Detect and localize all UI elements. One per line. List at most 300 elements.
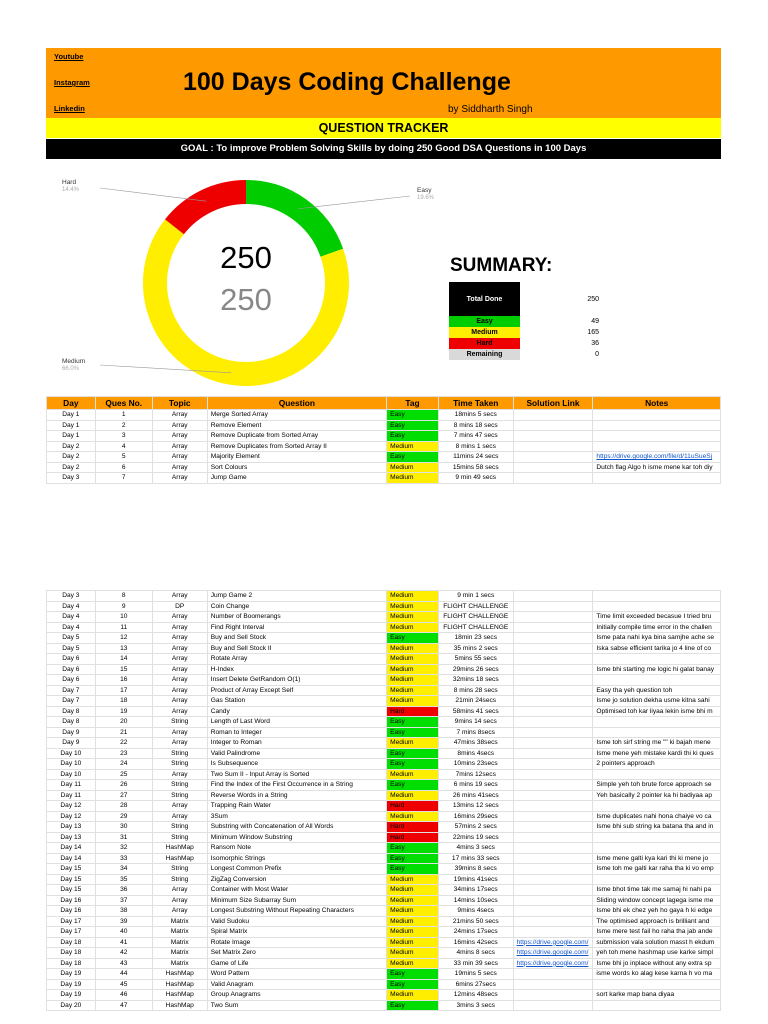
question-cell: Buy and Sell Stock [207,633,386,644]
topic-cell: Array [152,706,207,717]
time-taken-cell: 5mins 55 secs [438,654,513,665]
topic-cell: String [152,790,207,801]
topic-cell: HashMap [152,990,207,1001]
question-cell: Valid Sudoku [207,916,386,927]
question-cell: Longest Common Prefix [207,864,386,875]
question-cell: Two Sum II - Input Array is Sorted [207,769,386,780]
solution-link-cell[interactable]: https://drive.google.com/ [513,958,593,969]
table-row [47,591,721,602]
day-cell: Day 18 [47,937,96,948]
question-cell: Minimum Window Substring [207,832,386,843]
tag-cell: Easy [387,431,439,442]
summary-value: 0 [595,351,599,358]
tag-cell: Medium [387,916,439,927]
tag-cell: Easy [387,780,439,791]
table-row [47,769,721,780]
tag-cell: Medium [387,990,439,1001]
day-cell: Day 20 [47,1000,96,1011]
tag-cell: Medium [387,927,439,938]
question-number-cell: 15 [95,664,152,675]
topic-cell: String [152,832,207,843]
question-number-cell: 27 [95,790,152,801]
slice-hard [174,192,246,227]
notes-cell: Easy tha yeh question toh [593,685,721,696]
table-row [47,853,721,864]
solution-link-cell [513,643,593,654]
question-cell: Number of Boomerangs [207,612,386,623]
notes-cell: submission vala solution masst h ekdum [593,937,721,948]
time-taken-cell: 13mins 12 secs [438,801,513,812]
day-cell: Day 3 [47,473,96,484]
solution-link-cell [513,612,593,623]
center-value-secondary: 250 [220,282,272,317]
solution-link-cell [513,473,593,484]
instagram-link[interactable]: Instagram [54,78,90,87]
youtube-link[interactable]: Youtube [54,52,84,61]
question-number-cell: 20 [95,717,152,728]
solution-link-cell [513,622,593,633]
tag-cell: Medium [387,738,439,749]
notes-cell [593,654,721,665]
summary-label: Medium [449,327,520,338]
time-taken-cell: 8mins 4secs [438,748,513,759]
time-taken-cell: 9 min 49 secs [438,473,513,484]
column-header: Solution Link [513,397,593,410]
tag-cell: Medium [387,591,439,602]
summary-table [449,282,599,360]
question-cell: Product of Array Except Self [207,685,386,696]
notes-cell [593,591,721,602]
topic-cell: Array [152,410,207,421]
time-taken-cell: 14mins 10secs [438,895,513,906]
solution-link-cell [513,990,593,1001]
topic-cell: Array [152,633,207,644]
table-row [47,441,721,452]
question-number-cell: 8 [95,591,152,602]
question-number-cell: 33 [95,853,152,864]
time-taken-cell: 29mins 26 secs [438,664,513,675]
time-taken-cell: 35 mins 2 secs [438,643,513,654]
table-row [47,633,721,644]
question-cell: Word Pattern [207,969,386,980]
solution-link-cell [513,832,593,843]
table-row [47,622,721,633]
slice-percent-medium: 66.0% [62,366,80,372]
tag-cell: Easy [387,717,439,728]
notes-cell [593,874,721,885]
question-number-cell: 14 [95,654,152,665]
question-cell: Minimum Size Subarray Sum [207,895,386,906]
table-row [47,864,721,875]
time-taken-cell: 8 mins 18 secs [438,420,513,431]
notes-cell: Yeh basically 2 pointer ka hi badiyaa ap [593,790,721,801]
day-cell: Day 6 [47,664,96,675]
tag-cell: Easy [387,420,439,431]
table-row [47,979,721,990]
tag-cell: Medium [387,906,439,917]
time-taken-cell: 19mins 41secs [438,874,513,885]
tag-cell: Easy [387,727,439,738]
solution-link-cell [513,885,593,896]
day-cell: Day 14 [47,843,96,854]
day-cell: Day 2 [47,441,96,452]
column-header: Ques No. [95,397,152,410]
day-cell: Day 15 [47,864,96,875]
solution-link-cell [513,675,593,686]
solution-link-cell [513,927,593,938]
page-title: 100 Days Coding Challenge [183,68,511,96]
column-header: Time Taken [438,397,513,410]
question-cell: Is Subsequence [207,759,386,770]
summary-row [449,282,599,316]
notes-cell: Isme mene yeh mistake kardi thi ki ques [593,748,721,759]
table-row [47,895,721,906]
day-cell: Day 18 [47,948,96,959]
question-number-cell: 4 [95,441,152,452]
topic-cell: Array [152,643,207,654]
question-number-cell: 21 [95,727,152,738]
summary-row [449,327,599,338]
topic-cell: Array [152,885,207,896]
notes-cell [593,727,721,738]
time-taken-cell: 34mins 17secs [438,885,513,896]
day-cell: Day 12 [47,811,96,822]
notes-cell [593,473,721,484]
notes-cell: Iska sabse efficient tarika jo 4 line of co [593,643,721,654]
time-taken-cell: 4mins 3 secs [438,843,513,854]
solution-link-cell [513,748,593,759]
question-cell: Substring with Concatenation of All Words [207,822,386,833]
table-row [47,462,721,473]
column-header: Day [47,397,96,410]
slice-percent-easy: 19.6% [417,195,435,201]
table-row [47,969,721,980]
day-cell: Day 1 [47,431,96,442]
time-taken-cell: 21mins 50 secs [438,916,513,927]
solution-link-cell [513,601,593,612]
question-cell: Remove Duplicates from Sorted Array II [207,441,386,452]
notes-cell [593,410,721,421]
day-cell: Day 9 [47,727,96,738]
solution-link-cell [513,664,593,675]
question-number-cell: 22 [95,738,152,749]
time-taken-cell: 16mins 29secs [438,811,513,822]
notes-cell: Time limit exceeded becasue I tried bru [593,612,721,623]
center-value-primary: 250 [220,240,272,275]
topic-cell: String [152,748,207,759]
time-taken-cell: 58mins 41 secs [438,706,513,717]
question-number-cell: 38 [95,906,152,917]
question-number-cell: 44 [95,969,152,980]
tag-cell: Easy [387,1000,439,1011]
topic-cell: Matrix [152,916,207,927]
solution-link-cell [513,969,593,980]
question-number-cell: 43 [95,958,152,969]
tag-cell: Hard [387,706,439,717]
topic-cell: Array [152,462,207,473]
question-cell: Rotate Image [207,937,386,948]
table-row [47,675,721,686]
table-row [47,727,721,738]
tag-cell: Easy [387,864,439,875]
question-cell: 3Sum [207,811,386,822]
topic-cell: Array [152,622,207,633]
notes-cell: Isme mere test fail ho raha tha jab ande [593,927,721,938]
notes-cell: Dutch flag Algo h isme mene kar toh diy [593,462,721,473]
tag-cell: Medium [387,958,439,969]
notes-cell: Isme bhi starting me logic hi galat banay [593,664,721,675]
solution-link-cell [513,591,593,602]
question-cell: Coin Change [207,601,386,612]
solution-link-cell [513,727,593,738]
topic-cell: Array [152,685,207,696]
solution-link-cell [513,822,593,833]
notes-cell [593,441,721,452]
topic-cell: String [152,874,207,885]
notes-cell [593,431,721,442]
question-number-cell: 41 [95,937,152,948]
question-cell: Length of Last Word [207,717,386,728]
question-cell: Remove Duplicate from Sorted Array [207,431,386,442]
question-number-cell: 3 [95,431,152,442]
day-cell: Day 10 [47,748,96,759]
solution-link-cell [513,906,593,917]
day-cell: Day 12 [47,801,96,812]
tracker-subtitle: QUESTION TRACKER [46,118,721,138]
question-number-cell: 23 [95,748,152,759]
summary-value: 36 [591,340,599,347]
topic-cell: Array [152,473,207,484]
question-number-cell: 6 [95,462,152,473]
tag-cell: Easy [387,633,439,644]
table-header-row [47,397,721,410]
day-cell: Day 15 [47,885,96,896]
summary-value: 165 [587,329,599,336]
time-taken-cell: 9mins 4secs [438,906,513,917]
day-cell: Day 6 [47,675,96,686]
tag-cell: Easy [387,969,439,980]
notes-cell [593,801,721,812]
question-cell: Two Sum [207,1000,386,1011]
day-cell: Day 13 [47,822,96,833]
tag-cell: Easy [387,759,439,770]
day-cell: Day 15 [47,874,96,885]
summary-value: 49 [591,318,599,325]
tag-cell: Hard [387,822,439,833]
day-cell: Day 16 [47,895,96,906]
question-number-cell: 28 [95,801,152,812]
day-cell: Day 19 [47,969,96,980]
question-number-cell: 42 [95,948,152,959]
notes-cell[interactable]: https://drive.google.com/file/d/11uSueSj [593,452,721,463]
question-cell: Find Right Interval [207,622,386,633]
time-taken-cell: 7mins 12secs [438,769,513,780]
question-number-cell: 45 [95,979,152,990]
tag-cell: Medium [387,622,439,633]
notes-cell: The optimised approach is brilliant and [593,916,721,927]
time-taken-cell: 22mins 19 secs [438,832,513,843]
topic-cell: Array [152,431,207,442]
time-taken-cell: 21min 24secs [438,696,513,707]
question-cell: Reverse Words in a String [207,790,386,801]
topic-cell: Matrix [152,958,207,969]
header-banner [46,48,721,118]
topic-cell: Array [152,727,207,738]
day-cell: Day 10 [47,759,96,770]
notes-cell [593,675,721,686]
notes-cell: isme words ko alag kese karna h vo ma [593,969,721,980]
question-table-bottom [46,590,721,1011]
question-cell: Container with Most Water [207,885,386,896]
day-cell: Day 2 [47,462,96,473]
summary-value: 250 [587,295,599,303]
question-cell: Candy [207,706,386,717]
notes-cell: yeh toh mene hashmap use karke simpl [593,948,721,959]
question-cell: Isomorphic Strings [207,853,386,864]
question-cell: Merge Sorted Array [207,410,386,421]
question-number-cell: 12 [95,633,152,644]
question-cell: Roman to Integer [207,727,386,738]
table-row [47,431,721,442]
question-cell: Rotate Array [207,654,386,665]
table-row [47,643,721,654]
table-row [47,948,721,959]
question-table-top [46,396,721,484]
table-row [47,885,721,896]
solution-link-cell [513,685,593,696]
table-row [47,738,721,749]
notes-cell: Isme bhi sub string ka batana tha and in [593,822,721,833]
question-cell: Gas Station [207,696,386,707]
tag-cell: Easy [387,979,439,990]
day-cell: Day 13 [47,832,96,843]
tag-cell: Medium [387,612,439,623]
tag-cell: Medium [387,601,439,612]
day-cell: Day 5 [47,643,96,654]
difficulty-donut-chart [40,166,460,386]
notes-cell [593,843,721,854]
day-cell: Day 17 [47,916,96,927]
notes-cell [593,832,721,843]
time-taken-cell: 12mins 48secs [438,990,513,1001]
day-cell: Day 19 [47,990,96,1001]
topic-cell: Array [152,811,207,822]
notes-cell: Isme bhi ek chez yeh ho gaya h ki edge [593,906,721,917]
question-number-cell: 9 [95,601,152,612]
solution-link-cell [513,410,593,421]
notes-cell [593,1000,721,1011]
column-header: Tag [387,397,439,410]
topic-cell: Array [152,696,207,707]
table-row [47,717,721,728]
tag-cell: Easy [387,843,439,854]
time-taken-cell: FLIGHT CHALLENGE [438,601,513,612]
topic-cell: Matrix [152,948,207,959]
question-number-cell: 25 [95,769,152,780]
day-cell: Day 17 [47,927,96,938]
notes-cell: Optimised toh kar liyaa lekin isme bhi m [593,706,721,717]
table-row [47,811,721,822]
question-number-cell: 35 [95,874,152,885]
question-number-cell: 2 [95,420,152,431]
day-cell: Day 7 [47,696,96,707]
solution-link-cell [513,706,593,717]
question-cell: Majority Element [207,452,386,463]
topic-cell: Array [152,675,207,686]
leader-line-hard [100,188,206,201]
slice-name-easy: Easy [417,187,432,194]
table-row [47,927,721,938]
tag-cell: Medium [387,685,439,696]
table-row [47,1000,721,1011]
solution-link-cell [513,769,593,780]
solution-link-cell [513,431,593,442]
day-cell: Day 18 [47,958,96,969]
solution-link-cell [513,759,593,770]
tag-cell: Hard [387,832,439,843]
question-cell: Group Anagrams [207,990,386,1001]
topic-cell: HashMap [152,1000,207,1011]
question-cell: Game of Life [207,958,386,969]
notes-cell: Isme bhot time tak me samaj hi nahi pa [593,885,721,896]
author-byline: by Siddharth Singh [448,104,533,115]
solution-link-cell [513,916,593,927]
question-cell: Sort Colours [207,462,386,473]
time-taken-cell: 9mins 14 secs [438,717,513,728]
table-row [47,790,721,801]
table-row [47,822,721,833]
question-cell: Jump Game [207,473,386,484]
solution-link-cell [513,853,593,864]
topic-cell: Array [152,769,207,780]
question-number-cell: 7 [95,473,152,484]
question-cell: Set Matrix Zero [207,948,386,959]
tag-cell: Medium [387,696,439,707]
leader-line-easy [299,196,410,209]
time-taken-cell: 57mins 2 secs [438,822,513,833]
tag-cell: Easy [387,410,439,421]
notes-cell [593,979,721,990]
question-number-cell: 5 [95,452,152,463]
question-cell: Find the Index of the First Occurrence in a String [207,780,386,791]
question-cell: Buy and Sell Stock II [207,643,386,654]
solution-link-cell [513,790,593,801]
topic-cell: Array [152,906,207,917]
tag-cell: Medium [387,885,439,896]
time-taken-cell: 10mins 23secs [438,759,513,770]
question-cell: Integer to Roman [207,738,386,749]
time-taken-cell: 3mins 3 secs [438,1000,513,1011]
tag-cell: Medium [387,675,439,686]
question-cell: ZigZag Conversion [207,874,386,885]
topic-cell: String [152,759,207,770]
time-taken-cell: 47mins 38secs [438,738,513,749]
slice-percent-hard: 14.4% [62,187,80,193]
solution-link-cell[interactable]: https://drive.google.com/ [513,948,593,959]
table-row [47,706,721,717]
topic-cell: HashMap [152,979,207,990]
solution-link-cell [513,811,593,822]
topic-cell: Matrix [152,927,207,938]
topic-cell: Array [152,591,207,602]
linkedin-link[interactable]: Linkedin [54,104,85,113]
tag-cell: Hard [387,801,439,812]
day-cell: Day 16 [47,906,96,917]
topic-cell: Array [152,895,207,906]
time-taken-cell: 15mins 58 secs [438,462,513,473]
solution-link-cell[interactable]: https://drive.google.com/ [513,937,593,948]
solution-link-cell [513,738,593,749]
